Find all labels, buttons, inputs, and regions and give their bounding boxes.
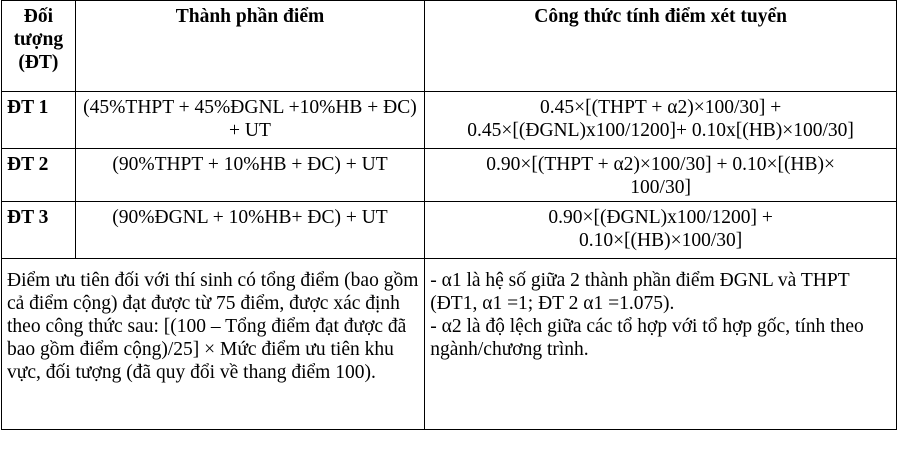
formula-line: 0.45×[(ĐGNL)x100/1200]+ 0.10x[(HB)×100/30] <box>467 120 854 141</box>
formula-line: 0.90×[(THPT + α2)×100/30] + 0.10×[(HB)× <box>486 154 836 175</box>
alpha1-note: - α1 là hệ số giữa 2 thành phần điểm ĐGNL và THPT (ĐT1, α1 =1; ĐT 2 α1 =1.075). <box>430 270 850 314</box>
formula-cell <box>425 149 897 202</box>
formula-cell <box>425 92 897 149</box>
formula-line: 0.45×[(THPT + α2)×100/30] + <box>539 97 782 118</box>
admission-score-table <box>1 0 897 430</box>
header-components: Thành phần điểm <box>75 1 425 92</box>
priority-note: Điểm ưu tiên đối với thí sinh có tổng điểm (bao gồm cả điểm cộng) đạt được từ 75 điểm, được xác định theo công thức sau: [(100 – Tổng điểm đạt được đã bao gồm điểm cộng)/25] × Mức điểm ưu tiên khu vực, đối tượng (đã quy đổi về thang điểm 100). <box>2 259 425 430</box>
alpha-notes <box>425 259 897 430</box>
formula-cell <box>425 202 897 259</box>
components-cell: (90%ĐGNL + 10%HB+ ĐC) + UT <box>75 202 425 259</box>
table-row <box>2 92 897 149</box>
formula-line: 100/30] <box>630 177 691 198</box>
header-formula: Công thức tính điểm xét tuyển <box>425 1 897 92</box>
components-cell: (45%THPT + 45%ĐGNL +10%HB + ĐC) + UT <box>75 92 425 149</box>
header-row <box>2 1 897 92</box>
notes-row <box>2 259 897 430</box>
object-cell: ĐT 2 <box>2 149 76 202</box>
object-cell: ĐT 1 <box>2 92 76 149</box>
formula-line: 0.10×[(HB)×100/30] <box>578 230 743 251</box>
table-row <box>2 149 897 202</box>
components-cell: (90%THPT + 10%HB + ĐC) + UT <box>75 149 425 202</box>
alpha2-note: - α2 là độ lệch giữa các tổ hợp với tổ hợp gốc, tính theo ngành/chương trình. <box>430 316 864 360</box>
header-object: Đối tượng (ĐT) <box>2 1 76 92</box>
table-row <box>2 202 897 259</box>
formula-line: 0.90×[(ĐGNL)x100/1200] + <box>548 207 773 228</box>
object-cell: ĐT 3 <box>2 202 76 259</box>
